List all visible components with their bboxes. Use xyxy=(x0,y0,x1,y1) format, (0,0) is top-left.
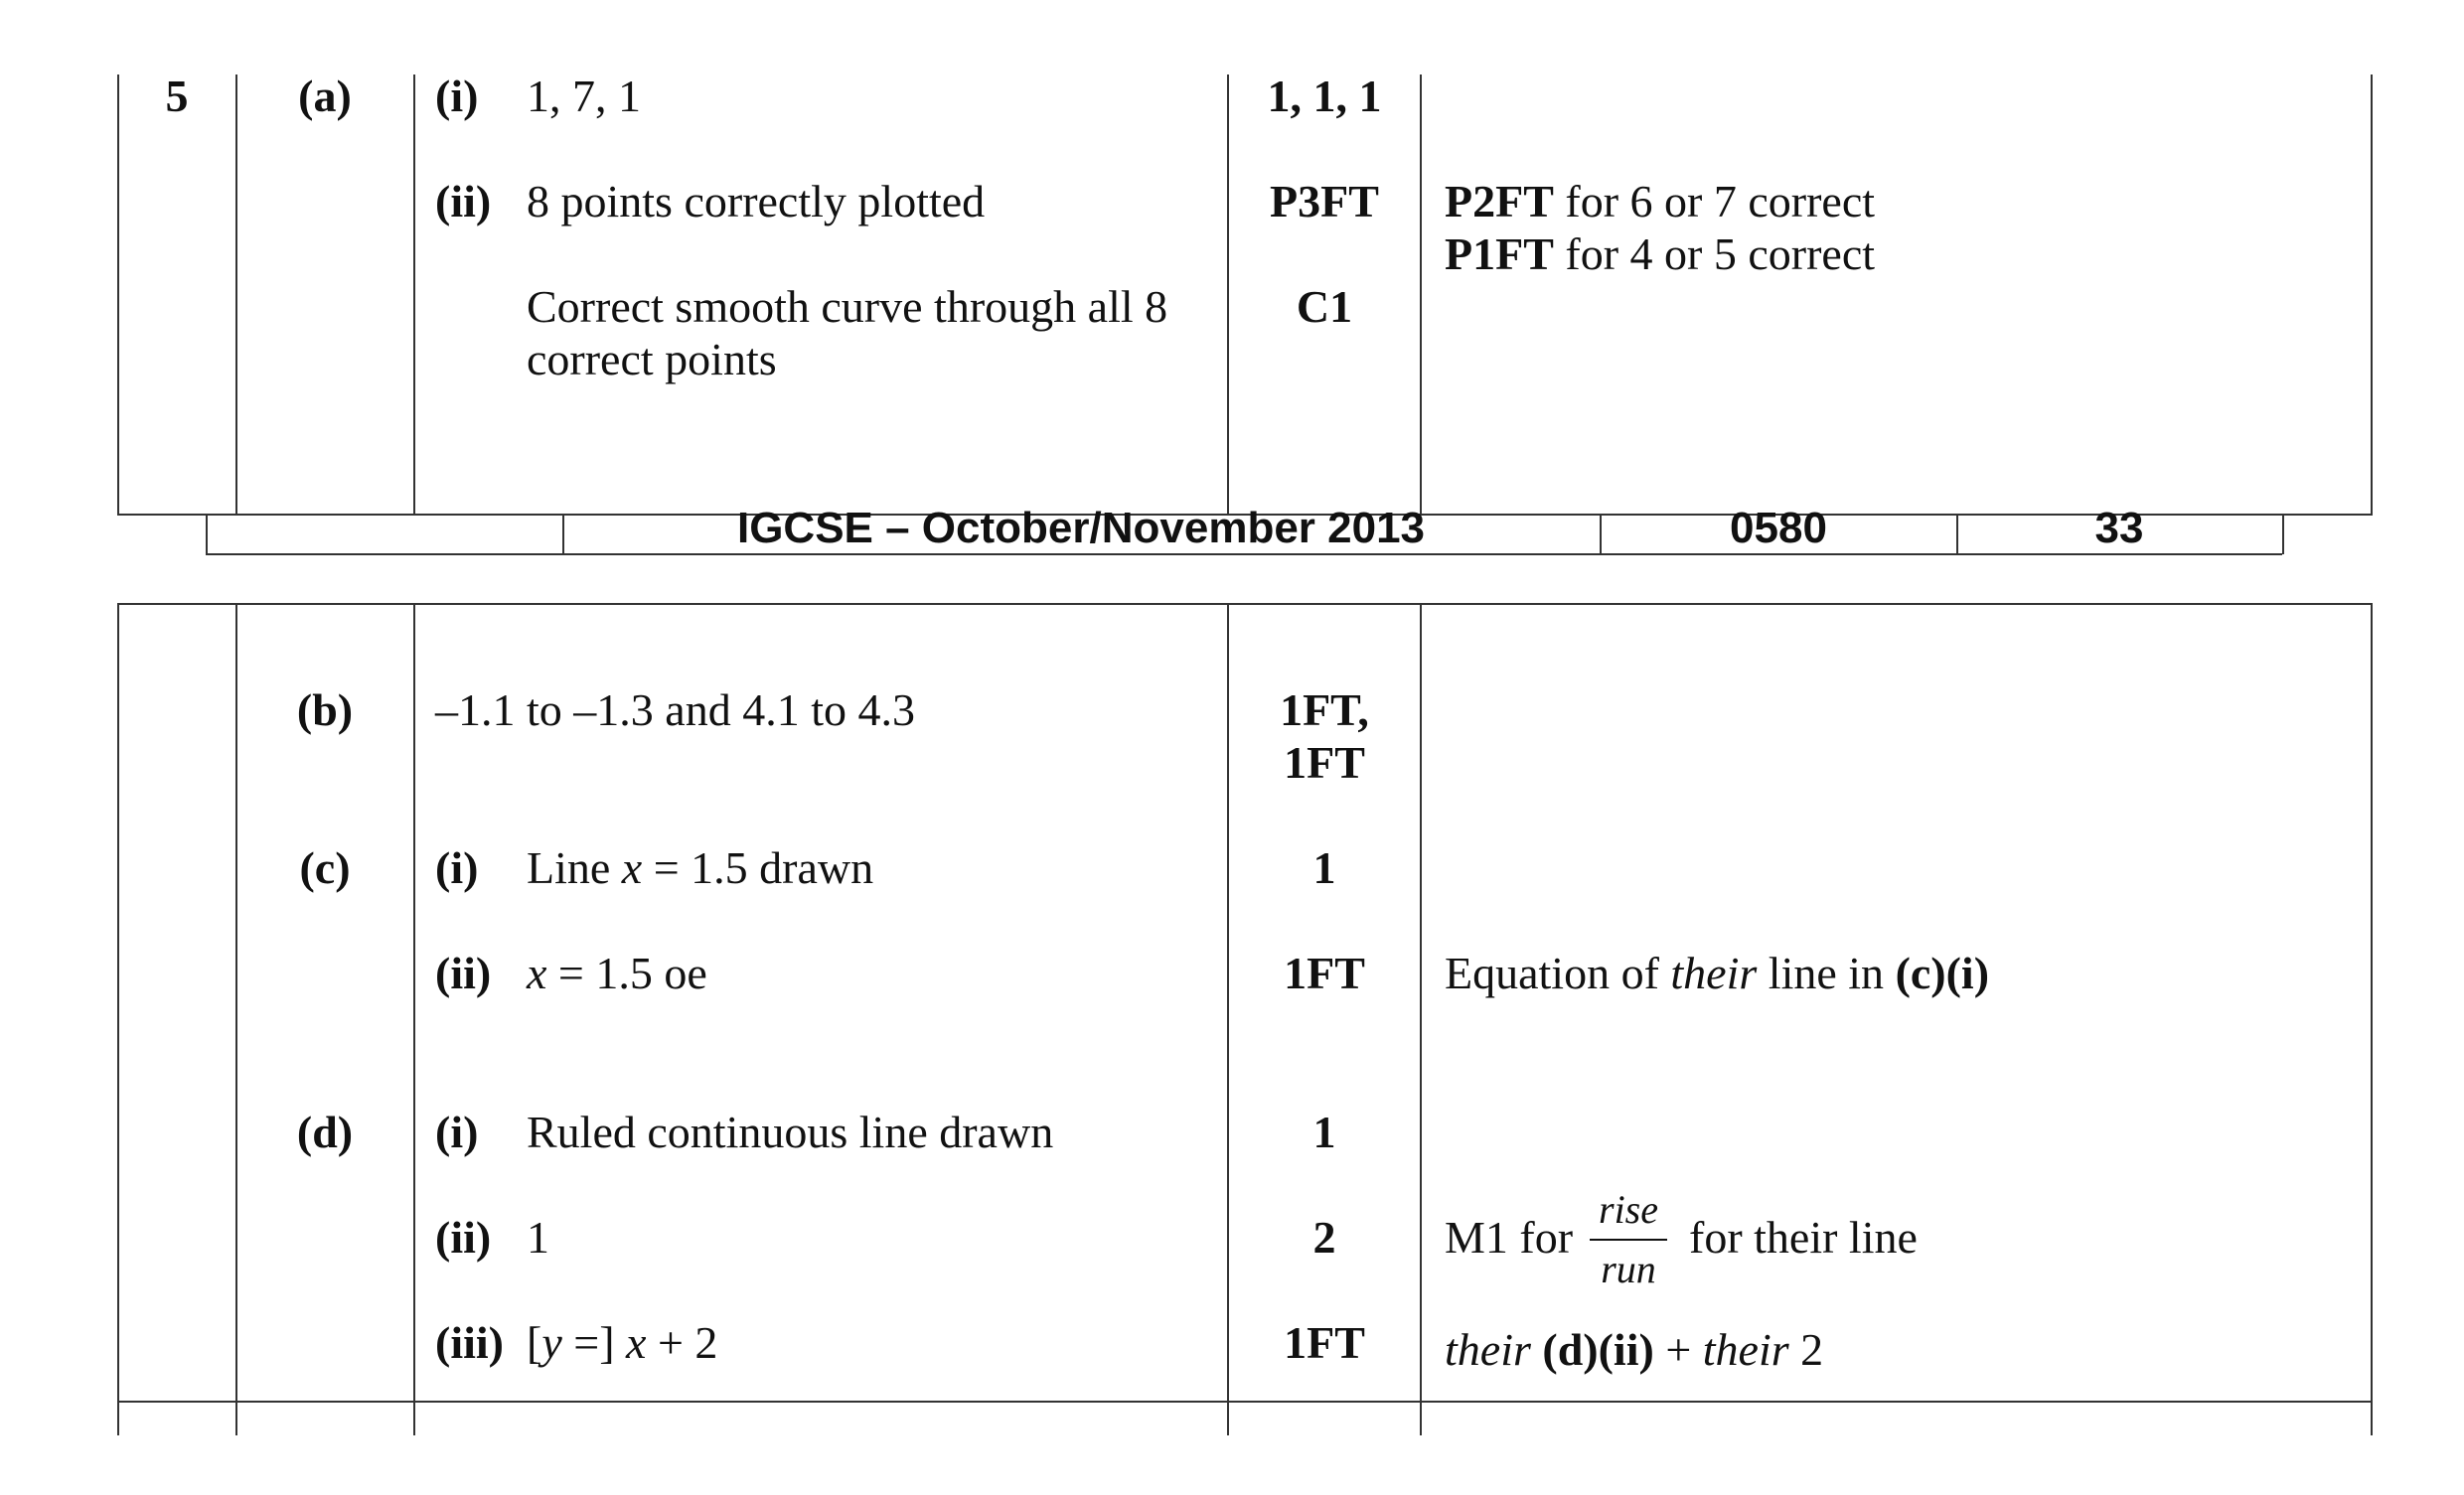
part-label-c: (c) xyxy=(299,842,351,893)
sub-label-a-ii: (ii) xyxy=(435,176,492,226)
answer-c-ii: x = 1.5 oe xyxy=(527,948,707,998)
mark-c-i: 1 xyxy=(1312,842,1336,893)
exam-title: IGCSE – October/November 2013 xyxy=(736,504,1426,552)
note-a-ii-p1: P1FT for 4 or 5 correct xyxy=(1445,228,1876,279)
part-label-b: (b) xyxy=(296,684,354,735)
sub-label-d-iii: (iii) xyxy=(435,1317,504,1368)
rule xyxy=(117,1401,2373,1403)
syllabus-code: 0580 xyxy=(1730,504,1827,552)
fraction-bar xyxy=(1590,1239,1667,1241)
rule xyxy=(2371,603,2373,1435)
mark-b-line1: 1FT, xyxy=(1280,684,1369,735)
rule xyxy=(413,75,415,514)
rule xyxy=(1227,75,1229,514)
mark-d-iii: 1FT xyxy=(1284,1317,1365,1368)
answer-d-iii: [y =] x + 2 xyxy=(527,1317,718,1368)
paper-number: 33 xyxy=(2094,504,2144,552)
rule xyxy=(235,75,237,514)
fraction-numerator: rise xyxy=(1599,1187,1658,1232)
sub-label-c-i: (i) xyxy=(435,842,479,893)
rule xyxy=(2371,75,2373,514)
sub-label-d-i: (i) xyxy=(435,1107,479,1157)
mark-a-i: 1, 1, 1 xyxy=(1267,71,1382,121)
note-d-ii-rest: for their line xyxy=(1689,1212,1918,1263)
mark-d-ii: 2 xyxy=(1312,1212,1336,1263)
part-label-d: (d) xyxy=(296,1107,354,1157)
sub-label-c-ii: (ii) xyxy=(435,948,492,998)
answer-a-ii-points: 8 points correctly plotted xyxy=(527,176,986,226)
mark-a-ii-curve: C1 xyxy=(1296,281,1353,332)
note-d-iii: their (d)(ii) + their 2 xyxy=(1445,1324,1824,1375)
note-c-ii: Equation of their line in (c)(i) xyxy=(1445,948,1990,998)
sub-label-d-ii: (ii) xyxy=(435,1212,492,1263)
rise-over-run-fraction xyxy=(1590,1187,1667,1292)
rule xyxy=(206,553,2282,555)
rule xyxy=(413,603,415,1435)
rule xyxy=(562,514,564,554)
rule xyxy=(1420,603,1422,1435)
rule xyxy=(1956,514,1958,554)
mark-b-line2: 1FT xyxy=(1284,737,1365,788)
rule xyxy=(1227,603,1229,1435)
rule xyxy=(235,603,237,1435)
answer-c-i: Line x = 1.5 drawn xyxy=(527,842,874,893)
rule xyxy=(117,603,119,1435)
answer-d-i: Ruled continuous line drawn xyxy=(527,1107,1054,1157)
rule xyxy=(206,514,208,554)
rule xyxy=(1600,514,1602,554)
fraction-denominator: run xyxy=(1601,1247,1656,1291)
rule xyxy=(2282,514,2284,554)
answer-a-i: 1, 7, 1 xyxy=(527,71,641,121)
question-number: 5 xyxy=(165,71,189,121)
part-label-a: (a) xyxy=(298,71,352,121)
sub-label-a-i: (i) xyxy=(435,71,479,121)
mark-d-i: 1 xyxy=(1312,1107,1336,1157)
rule xyxy=(1420,75,1422,514)
mark-a-ii-points: P3FT xyxy=(1270,176,1379,226)
note-a-ii-p2: P2FT for 6 or 7 correct xyxy=(1445,176,1876,226)
answer-a-ii-curve-line1: Correct smooth curve through all 8 xyxy=(527,281,1168,332)
note-d-ii-m1: M1 for xyxy=(1445,1212,1574,1263)
rule xyxy=(117,75,119,514)
answer-a-ii-curve-line2: correct points xyxy=(527,334,777,384)
answer-d-ii: 1 xyxy=(527,1212,549,1263)
mark-c-ii: 1FT xyxy=(1284,948,1365,998)
rule xyxy=(117,603,2373,605)
answer-b: –1.1 to –1.3 and 4.1 to 4.3 xyxy=(435,684,915,735)
